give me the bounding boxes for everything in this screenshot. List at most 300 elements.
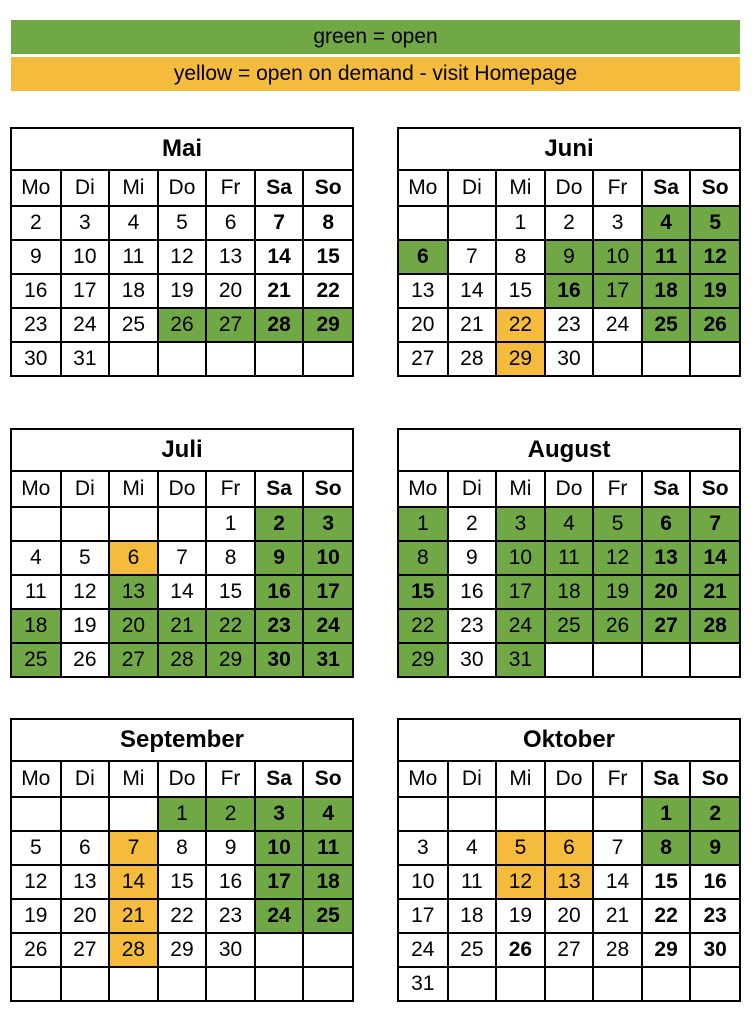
day-cell: 11 — [109, 240, 158, 274]
weekday-header: Do — [545, 472, 594, 507]
day-cell: 27 — [206, 308, 255, 342]
day-cell: 13 — [399, 274, 448, 308]
day-cell: 24 — [255, 899, 304, 933]
empty-cell — [109, 797, 158, 831]
day-cell: 29 — [642, 933, 691, 967]
day-cell: 9 — [206, 831, 255, 865]
week-row — [12, 899, 352, 933]
day-cell: 2 — [545, 206, 594, 240]
weekday-header: Sa — [642, 171, 691, 206]
empty-cell — [593, 643, 642, 676]
day-cell: 4 — [303, 797, 352, 831]
empty-cell — [303, 967, 352, 1000]
day-cell: 26 — [12, 933, 61, 967]
weekday-header: Di — [61, 472, 110, 507]
day-cell: 1 — [496, 206, 545, 240]
day-cell: 20 — [642, 575, 691, 609]
day-cell: 25 — [448, 933, 497, 967]
weekday-header: So — [303, 762, 352, 797]
day-cell: 23 — [255, 609, 304, 643]
day-cell: 12 — [690, 240, 739, 274]
weekday-header: Fr — [593, 171, 642, 206]
month-calendar-august — [397, 428, 741, 678]
day-cell: 30 — [545, 342, 594, 375]
day-cell: 23 — [448, 609, 497, 643]
empty-cell — [690, 643, 739, 676]
weekday-header: Mi — [109, 472, 158, 507]
day-cell: 24 — [61, 308, 110, 342]
day-cell: 31 — [61, 342, 110, 375]
day-cell: 6 — [109, 541, 158, 575]
month-title: September — [12, 720, 352, 762]
day-cell: 30 — [255, 643, 304, 676]
day-cell: 27 — [642, 609, 691, 643]
day-cell: 10 — [399, 865, 448, 899]
day-cell: 9 — [448, 541, 497, 575]
week-row — [399, 541, 739, 575]
day-cell: 6 — [61, 831, 110, 865]
empty-cell — [61, 797, 110, 831]
day-cell: 17 — [593, 274, 642, 308]
day-cell: 2 — [206, 797, 255, 831]
empty-cell — [690, 967, 739, 1000]
day-cell: 8 — [206, 541, 255, 575]
day-cell: 4 — [545, 507, 594, 541]
day-cell: 17 — [303, 575, 352, 609]
weekday-header: Mo — [12, 472, 61, 507]
weekday-header: Do — [158, 171, 207, 206]
empty-cell — [399, 206, 448, 240]
empty-cell — [12, 797, 61, 831]
month-calendar-oktober — [397, 718, 741, 1002]
day-cell: 16 — [255, 575, 304, 609]
empty-cell — [448, 797, 497, 831]
day-cell: 17 — [255, 865, 304, 899]
day-cell: 18 — [642, 274, 691, 308]
day-grid — [399, 472, 739, 676]
week-row — [12, 206, 352, 240]
empty-cell — [158, 967, 207, 1000]
empty-cell — [206, 967, 255, 1000]
weekday-header: Sa — [642, 472, 691, 507]
day-cell: 2 — [255, 507, 304, 541]
day-cell: 20 — [206, 274, 255, 308]
day-grid — [12, 762, 352, 1000]
day-cell: 12 — [593, 541, 642, 575]
day-cell: 20 — [545, 899, 594, 933]
week-row — [399, 933, 739, 967]
week-row — [399, 797, 739, 831]
day-cell: 27 — [109, 643, 158, 676]
week-row — [399, 831, 739, 865]
day-cell: 7 — [255, 206, 304, 240]
day-cell: 3 — [399, 831, 448, 865]
day-cell: 15 — [496, 274, 545, 308]
day-cell: 28 — [255, 308, 304, 342]
day-cell: 3 — [496, 507, 545, 541]
day-cell: 7 — [158, 541, 207, 575]
legend-on-demand: yellow = open on demand - visit Homepage — [11, 57, 740, 91]
weekday-header: Mi — [109, 171, 158, 206]
day-cell: 30 — [12, 342, 61, 375]
day-cell: 27 — [399, 342, 448, 375]
empty-cell — [109, 507, 158, 541]
day-cell: 6 — [399, 240, 448, 274]
day-cell: 5 — [158, 206, 207, 240]
day-cell: 22 — [496, 308, 545, 342]
day-cell: 25 — [12, 643, 61, 676]
day-cell: 24 — [303, 609, 352, 643]
day-cell: 6 — [642, 507, 691, 541]
day-cell: 20 — [399, 308, 448, 342]
day-cell: 18 — [12, 609, 61, 643]
weekday-header: Di — [61, 762, 110, 797]
day-cell: 9 — [690, 831, 739, 865]
weekday-header: Do — [158, 762, 207, 797]
weekday-header: Mo — [12, 171, 61, 206]
week-row — [12, 507, 352, 541]
week-row — [399, 507, 739, 541]
weekday-header: Sa — [255, 171, 304, 206]
week-row — [399, 206, 739, 240]
day-cell: 31 — [496, 643, 545, 676]
day-cell: 15 — [303, 240, 352, 274]
day-cell: 19 — [12, 899, 61, 933]
day-cell: 14 — [690, 541, 739, 575]
day-cell: 4 — [642, 206, 691, 240]
empty-cell — [61, 967, 110, 1000]
month-calendar-juli — [10, 428, 354, 678]
week-row — [12, 541, 352, 575]
week-row — [12, 831, 352, 865]
weekday-header: Mo — [12, 762, 61, 797]
day-cell: 19 — [690, 274, 739, 308]
weekday-header: So — [303, 472, 352, 507]
day-cell: 16 — [690, 865, 739, 899]
day-cell: 16 — [206, 865, 255, 899]
day-cell: 13 — [206, 240, 255, 274]
week-row — [399, 609, 739, 643]
empty-cell — [593, 967, 642, 1000]
day-cell: 28 — [109, 933, 158, 967]
day-cell: 16 — [448, 575, 497, 609]
day-cell: 29 — [303, 308, 352, 342]
weekday-header: So — [690, 472, 739, 507]
day-cell: 30 — [690, 933, 739, 967]
day-cell: 14 — [448, 274, 497, 308]
day-grid — [12, 472, 352, 676]
week-row — [12, 308, 352, 342]
day-cell: 7 — [448, 240, 497, 274]
day-cell: 16 — [12, 274, 61, 308]
empty-cell — [545, 967, 594, 1000]
weekday-header: Sa — [642, 762, 691, 797]
empty-cell — [399, 797, 448, 831]
day-cell: 3 — [255, 797, 304, 831]
day-cell: 7 — [593, 831, 642, 865]
day-cell: 5 — [12, 831, 61, 865]
week-row — [12, 274, 352, 308]
day-cell: 5 — [61, 541, 110, 575]
day-cell: 25 — [109, 308, 158, 342]
day-cell: 25 — [545, 609, 594, 643]
empty-cell — [448, 967, 497, 1000]
day-cell: 25 — [303, 899, 352, 933]
empty-cell — [109, 967, 158, 1000]
weekday-header: Di — [61, 171, 110, 206]
day-cell: 17 — [496, 575, 545, 609]
empty-cell — [545, 643, 594, 676]
day-cell: 12 — [12, 865, 61, 899]
week-row — [12, 797, 352, 831]
day-cell: 2 — [448, 507, 497, 541]
day-cell: 8 — [399, 541, 448, 575]
day-grid — [12, 171, 352, 375]
day-cell: 26 — [496, 933, 545, 967]
day-cell: 12 — [496, 865, 545, 899]
month-calendar-juni — [397, 127, 741, 377]
day-cell: 28 — [593, 933, 642, 967]
day-cell: 3 — [303, 507, 352, 541]
day-cell: 19 — [496, 899, 545, 933]
day-cell: 18 — [303, 865, 352, 899]
day-cell: 7 — [109, 831, 158, 865]
day-cell: 10 — [496, 541, 545, 575]
empty-cell — [158, 342, 207, 375]
day-cell: 13 — [109, 575, 158, 609]
week-row — [12, 865, 352, 899]
empty-cell — [12, 967, 61, 1000]
day-cell: 29 — [158, 933, 207, 967]
day-cell: 24 — [593, 308, 642, 342]
day-cell: 29 — [399, 643, 448, 676]
day-cell: 15 — [642, 865, 691, 899]
day-cell: 10 — [255, 831, 304, 865]
weekday-header: Sa — [255, 762, 304, 797]
day-cell: 19 — [593, 575, 642, 609]
day-cell: 11 — [545, 541, 594, 575]
empty-cell — [255, 967, 304, 1000]
weekday-header: Do — [545, 762, 594, 797]
weekday-header: Mi — [496, 171, 545, 206]
empty-cell — [642, 967, 691, 1000]
day-cell: 26 — [158, 308, 207, 342]
month-title: Juni — [399, 129, 739, 171]
month-title: Oktober — [399, 720, 739, 762]
day-cell: 11 — [303, 831, 352, 865]
weekday-header: Fr — [206, 762, 255, 797]
weekday-header: So — [303, 171, 352, 206]
day-cell: 13 — [545, 865, 594, 899]
weekday-header: Do — [545, 171, 594, 206]
empty-cell — [496, 967, 545, 1000]
weekday-header: Fr — [206, 171, 255, 206]
day-cell: 8 — [158, 831, 207, 865]
day-cell: 6 — [206, 206, 255, 240]
week-row — [399, 308, 739, 342]
weekday-header: Di — [448, 171, 497, 206]
empty-cell — [690, 342, 739, 375]
day-cell: 15 — [399, 575, 448, 609]
day-cell: 11 — [12, 575, 61, 609]
weekday-header: So — [690, 171, 739, 206]
empty-cell — [158, 507, 207, 541]
day-cell: 22 — [303, 274, 352, 308]
week-row — [12, 643, 352, 676]
empty-cell — [642, 643, 691, 676]
day-cell: 28 — [690, 609, 739, 643]
weekday-header: Mi — [496, 472, 545, 507]
day-cell: 1 — [399, 507, 448, 541]
day-cell: 18 — [109, 274, 158, 308]
empty-cell — [12, 507, 61, 541]
day-cell: 1 — [206, 507, 255, 541]
day-cell: 21 — [448, 308, 497, 342]
empty-cell — [109, 342, 158, 375]
empty-cell — [448, 206, 497, 240]
weekday-header: Sa — [255, 472, 304, 507]
week-row — [12, 575, 352, 609]
day-cell: 14 — [109, 865, 158, 899]
empty-cell — [255, 342, 304, 375]
month-calendar-mai — [10, 127, 354, 377]
day-cell: 10 — [303, 541, 352, 575]
day-cell: 29 — [496, 342, 545, 375]
week-row — [12, 342, 352, 375]
month-title: Mai — [12, 129, 352, 171]
week-row — [399, 643, 739, 676]
weekday-header: Fr — [206, 472, 255, 507]
week-row — [399, 899, 739, 933]
day-cell: 22 — [206, 609, 255, 643]
day-cell: 3 — [61, 206, 110, 240]
day-cell: 1 — [158, 797, 207, 831]
day-cell: 14 — [255, 240, 304, 274]
day-cell: 31 — [303, 643, 352, 676]
day-cell: 22 — [399, 609, 448, 643]
day-cell: 13 — [642, 541, 691, 575]
day-grid — [399, 762, 739, 1000]
day-cell: 20 — [109, 609, 158, 643]
day-cell: 24 — [496, 609, 545, 643]
month-title: Juli — [12, 430, 352, 472]
empty-cell — [593, 797, 642, 831]
empty-cell — [303, 342, 352, 375]
day-cell: 8 — [496, 240, 545, 274]
day-cell: 14 — [593, 865, 642, 899]
weekday-header: Di — [448, 762, 497, 797]
day-cell: 17 — [61, 274, 110, 308]
day-cell: 14 — [158, 575, 207, 609]
day-cell: 5 — [690, 206, 739, 240]
empty-cell — [642, 342, 691, 375]
day-cell: 22 — [158, 899, 207, 933]
day-cell: 28 — [448, 342, 497, 375]
day-cell: 25 — [642, 308, 691, 342]
weekday-header: Do — [158, 472, 207, 507]
empty-cell — [61, 507, 110, 541]
day-cell: 2 — [690, 797, 739, 831]
day-cell: 3 — [593, 206, 642, 240]
day-cell: 21 — [593, 899, 642, 933]
day-cell: 27 — [61, 933, 110, 967]
day-cell: 5 — [496, 831, 545, 865]
day-cell: 23 — [545, 308, 594, 342]
week-row — [399, 865, 739, 899]
day-cell: 6 — [545, 831, 594, 865]
day-cell: 24 — [399, 933, 448, 967]
empty-cell — [303, 933, 352, 967]
week-row — [399, 240, 739, 274]
day-cell: 5 — [593, 507, 642, 541]
day-cell: 27 — [545, 933, 594, 967]
day-cell: 30 — [448, 643, 497, 676]
month-calendar-september — [10, 718, 354, 1002]
day-cell: 11 — [642, 240, 691, 274]
day-cell: 15 — [206, 575, 255, 609]
day-cell: 1 — [642, 797, 691, 831]
week-row — [12, 609, 352, 643]
day-cell: 15 — [158, 865, 207, 899]
day-cell: 21 — [255, 274, 304, 308]
day-cell: 10 — [61, 240, 110, 274]
empty-cell — [496, 797, 545, 831]
week-row — [399, 575, 739, 609]
weekday-header: Mo — [399, 762, 448, 797]
day-cell: 12 — [61, 575, 110, 609]
day-cell: 21 — [158, 609, 207, 643]
week-row — [12, 933, 352, 967]
week-row — [12, 240, 352, 274]
day-cell: 8 — [642, 831, 691, 865]
legend-open: green = open — [11, 20, 740, 54]
day-cell: 4 — [12, 541, 61, 575]
day-cell: 23 — [12, 308, 61, 342]
day-cell: 9 — [12, 240, 61, 274]
day-cell: 16 — [545, 274, 594, 308]
day-cell: 26 — [593, 609, 642, 643]
day-cell: 13 — [61, 865, 110, 899]
week-row — [12, 967, 352, 1000]
day-cell: 31 — [399, 967, 448, 1000]
weekday-header: Mi — [109, 762, 158, 797]
weekday-header: Fr — [593, 472, 642, 507]
weekday-header: Mo — [399, 171, 448, 206]
day-cell: 9 — [545, 240, 594, 274]
day-cell: 7 — [690, 507, 739, 541]
day-cell: 28 — [158, 643, 207, 676]
day-cell: 12 — [158, 240, 207, 274]
day-cell: 21 — [109, 899, 158, 933]
weekday-header: So — [690, 762, 739, 797]
weekday-header: Fr — [593, 762, 642, 797]
day-cell: 21 — [690, 575, 739, 609]
day-cell: 17 — [399, 899, 448, 933]
month-title: August — [399, 430, 739, 472]
day-cell: 9 — [255, 541, 304, 575]
weekday-header: Di — [448, 472, 497, 507]
day-cell: 22 — [642, 899, 691, 933]
day-cell: 4 — [109, 206, 158, 240]
day-cell: 19 — [61, 609, 110, 643]
empty-cell — [206, 342, 255, 375]
day-cell: 4 — [448, 831, 497, 865]
day-cell: 23 — [690, 899, 739, 933]
day-cell: 30 — [206, 933, 255, 967]
day-cell: 20 — [61, 899, 110, 933]
week-row — [399, 967, 739, 1000]
day-cell: 26 — [61, 643, 110, 676]
